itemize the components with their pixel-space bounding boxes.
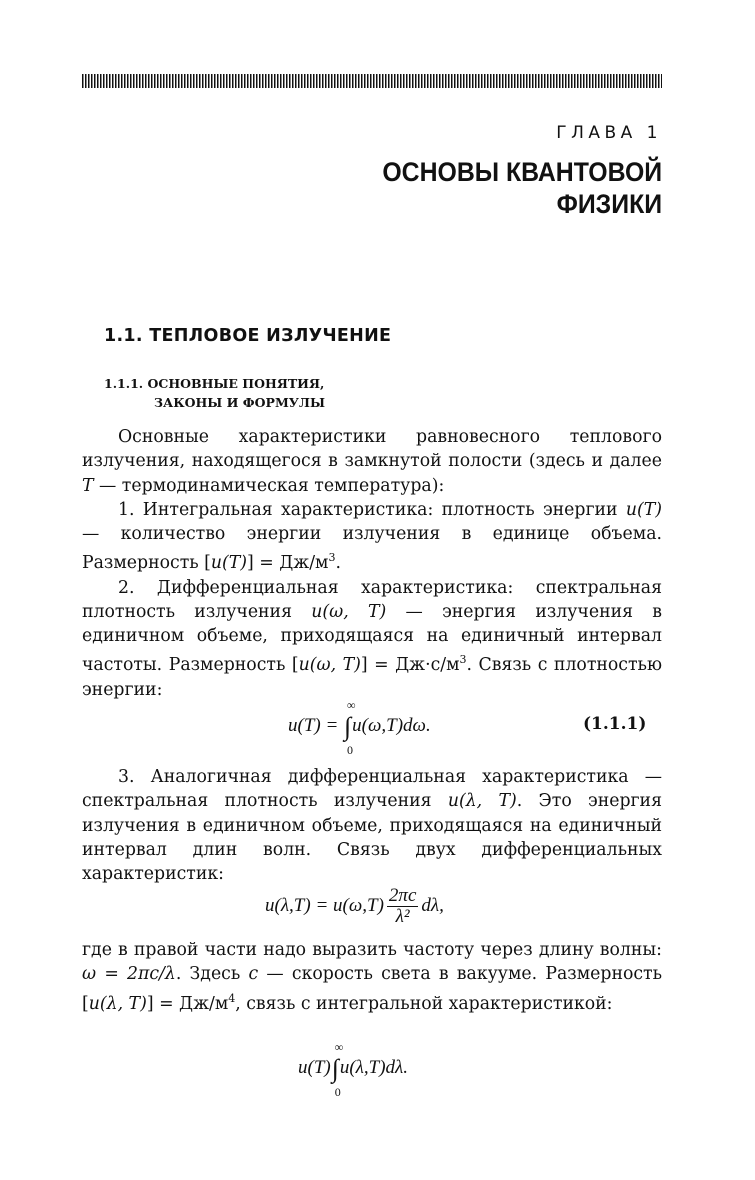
item-3-paragraph: 3. Аналогичная дифференциальная характеристика — спектральная плотность излучения u(λ, T). Это энергия излучения в единичном объеме, приходящаяся на единичный интервал длин волн. Связь двух дифференциальных характеристик:	[82, 767, 662, 885]
body-text-block-1	[82, 425, 662, 702]
subsection-line1: 1.1.1. ОСНОВНЫЕ ПОНЯТИЯ,	[104, 376, 325, 391]
chapter-title-line1: ОСНОВЫ КВАНТОВОЙ	[382, 157, 662, 187]
subsection-heading	[104, 374, 325, 412]
body-text-block-2	[82, 765, 662, 886]
item-1-paragraph: 1. Интегральная характеристика: плотность энергии u(T) — количество энергии излучения в единице объема. Размерность $[u(T)] = Дж/м^3$.	[82, 499, 662, 574]
chapter-label: ГЛАВА 1	[556, 123, 662, 143]
section-heading: 1.1. ТЕПЛОВОЕ ИЗЛУЧЕНИЕ	[104, 326, 392, 346]
formula-3: u(T)∫ ∞ 0 u(λ,T)dλ.	[298, 1040, 409, 1099]
chapter-title	[382, 156, 662, 220]
body-text-block-3	[82, 938, 662, 1016]
equation-number: (1.1.1)	[583, 714, 647, 734]
formula-2: u(λ,T) = u(ω,T) $\frac{2\pi c}{\text{λ²}}$ dλ,	[265, 885, 444, 927]
after-formula-paragraph: где в правой части надо выразить частоту через длину волны: ω = 2πc/λ. Здесь c — скорость света в вакууме. Размерность [u(λ, $T)] = Дж/м^4$, связь с интегральной характеристикой:	[82, 940, 663, 1014]
item-2-paragraph: 2. Дифференциальная характеристика: спектральная плотность излучения u(ω, T) — энергия излучения в единичном объеме, приходящаяся на единичный интервал частоты. Размерность [u(ω, $T)] = Дж\cdot с/м^3$. Связь с плотностью энергии:	[82, 577, 663, 700]
top-decorative-rule	[82, 74, 662, 88]
subsection-line2: ЗАКОНЫ И ФОРМУЛЫ	[154, 395, 326, 410]
formula-1-1-1: u(T) = ∫ ∞ 0 u(ω,T)dω.	[288, 698, 431, 757]
chapter-title-line2: ФИЗИКИ	[556, 189, 662, 219]
intro-paragraph: Основные характеристики равновесного теплового излучения, находящегося в замкнутой полости (здесь и далее T — термодинамическая температура):	[82, 427, 662, 496]
